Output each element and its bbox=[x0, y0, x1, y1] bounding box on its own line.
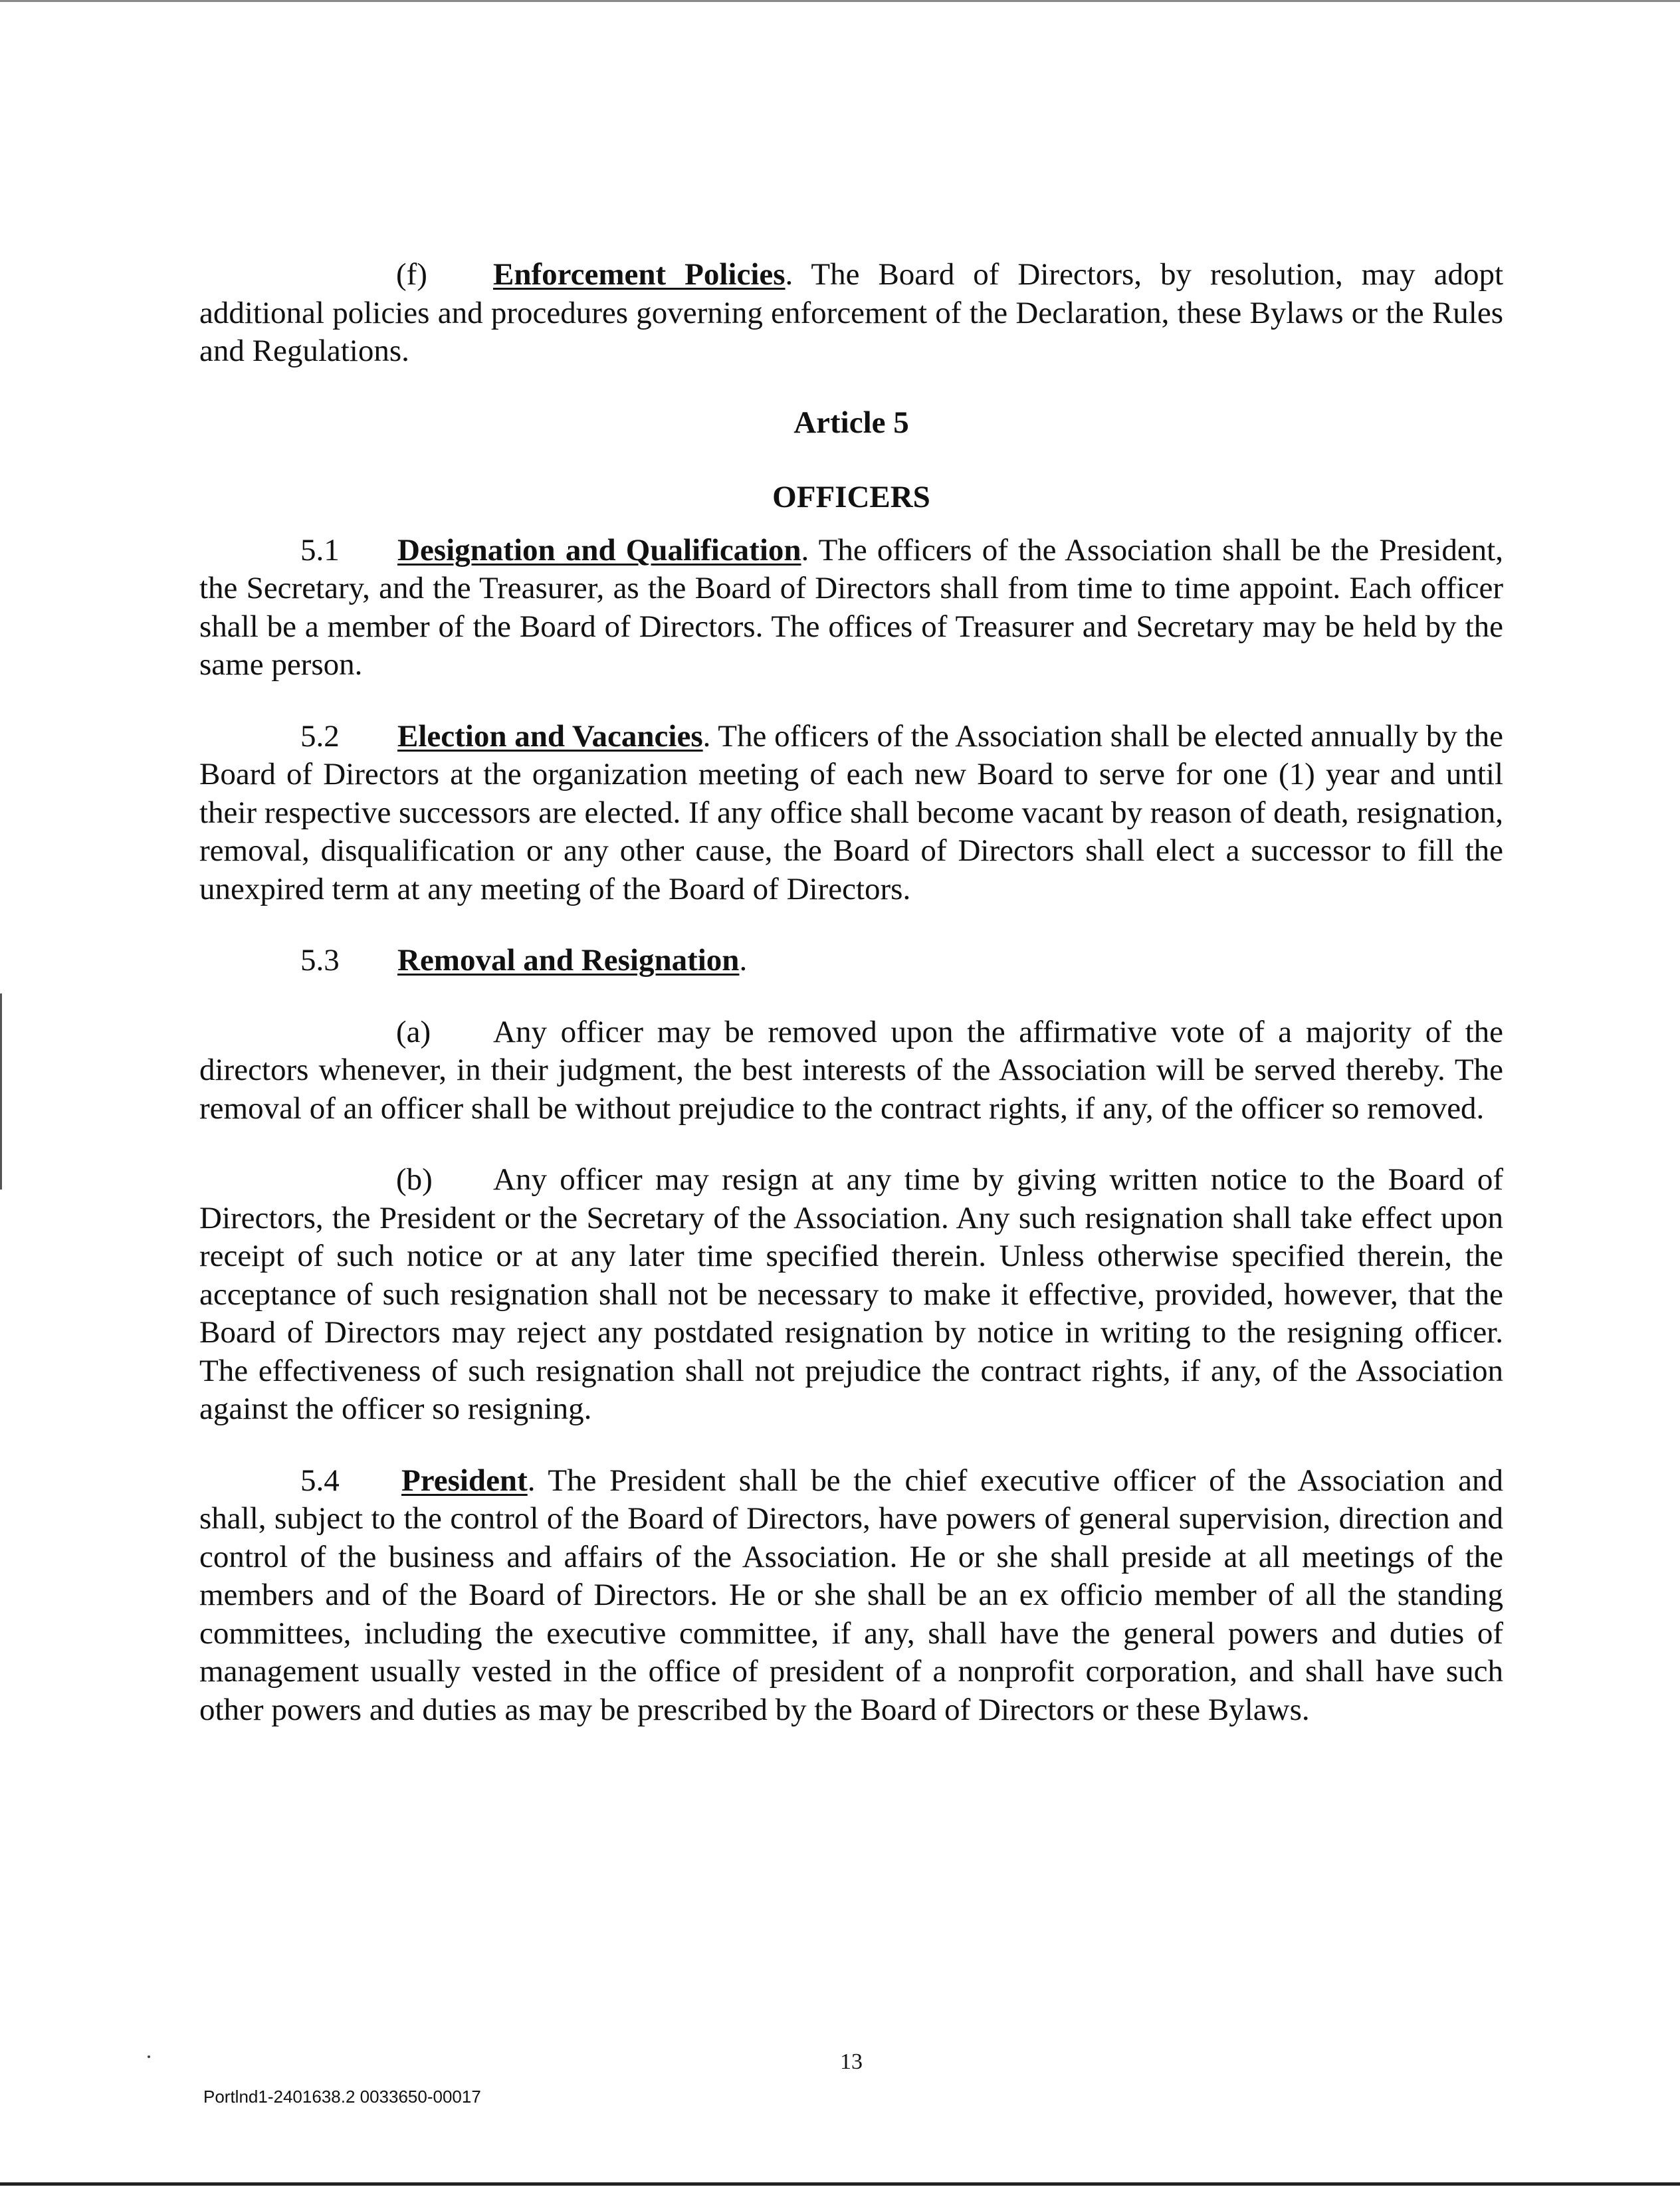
section-5-3-b-text: Any officer may resign at any time by giving written notice to the Board of Directors, the President or the Secretary of the Association. Any such resignation shall take effect upon receipt of such notice or at any later time specified therein. Unless otherwise specified therein, the acceptance of such resignation shall not be necessary to make it effective, provided, however, that the Board of Directors may reject any postdated resignation by notice in writing to the resigning officer. The effectiveness of such resignation shall not prejudice the contract rights, if any, of the Association against the officer so resigning. bbox=[199, 1162, 1503, 1426]
section-5-2-text: . The officers of the Association shall be elected annually by the Board of Directors at the organization meeting of each new Board to serve for one (1) year and until their respective successors are elected. If any office shall become vacant by reason of death, resignation, removal, disqualification or any other cause, the Board of Directors shall elect a successor to fill the unexpired term at any meeting of the Board of Directors. bbox=[199, 718, 1503, 906]
scan-speck bbox=[148, 2055, 150, 2058]
section-5-1-text: . The officers of the Association shall be the President, the Secretary, and the Treasurer, as the Board of Directors shall from time to time appoint. Each officer shall be a member of the Board of Directors. The offices of Treasurer and Secretary may be held by the same person. bbox=[199, 532, 1503, 682]
document-page bbox=[199, 256, 1503, 1729]
section-5-3-a-label: (a) bbox=[396, 1014, 431, 1049]
section-5-4-text: . The President shall be the chief executive officer of the Association and shall, subject to the control of the Board of Directors, have powers of general supervision, direction and control of the business and affairs of the Association. He or she shall preside at all meetings of the members and of the Board of Directors. He or she shall be an ex officio member of all the standing committees, including the executive committee, if any, shall have the general powers and duties of management usually vested in the office of president of a nonprofit corporation, and shall have such other powers and duties as may be prescribed by the Board of Directors or these Bylaws. bbox=[199, 1463, 1503, 1727]
section-f-label: (f) bbox=[396, 257, 427, 292]
section-5-2-title: Election and Vacancies bbox=[397, 718, 703, 754]
section-f-title: Enforcement Policies bbox=[493, 257, 786, 292]
scan-edge-bottom bbox=[0, 2182, 1680, 2186]
section-5-4-number: 5.4 bbox=[300, 1463, 340, 1498]
section-5-3-number: 5.3 bbox=[300, 943, 340, 978]
section-5-3-title: Removal and Resignation bbox=[397, 943, 740, 978]
section-5-3-a-text: Any officer may be removed upon the affirmative vote of a majority of the directors whenever, in their judgment, the best interests of the Association will be served thereby. The removal of an officer shall be without prejudice to the contract rights, if any, of the officer so removed. bbox=[199, 1014, 1503, 1126]
section-5-2-number: 5.2 bbox=[300, 718, 340, 754]
section-5-3-b bbox=[199, 1161, 1503, 1429]
section-5-1 bbox=[199, 532, 1503, 684]
article-title: OFFICERS bbox=[772, 480, 930, 514]
section-f-text: . The Board of Directors, by resolution, may adopt additional policies and procedures governing enforcement of the Declaration, these Bylaws or the Rules and Regulations. bbox=[199, 257, 1503, 368]
scan-edge-left bbox=[0, 993, 2, 1190]
scan-edge-top bbox=[0, 0, 1680, 2]
section-5-3-a bbox=[199, 1013, 1503, 1128]
section-5-1-title: Designation and Qualification bbox=[397, 532, 801, 568]
section-5-1-number: 5.1 bbox=[300, 532, 340, 568]
section-5-3-b-label: (b) bbox=[396, 1162, 433, 1197]
article-number: Article 5 bbox=[793, 405, 909, 440]
section-5-2 bbox=[199, 718, 1503, 909]
section-5-4-title: President bbox=[401, 1463, 528, 1498]
page-number: 13 bbox=[840, 2049, 863, 2074]
section-5-4 bbox=[199, 1462, 1503, 1730]
section-f-enforcement-policies bbox=[199, 256, 1503, 371]
document-id: Portlnd1-2401638.2 0033650-00017 bbox=[203, 2087, 481, 2107]
section-5-3-suffix: . bbox=[739, 943, 748, 978]
section-5-3 bbox=[199, 942, 1503, 980]
